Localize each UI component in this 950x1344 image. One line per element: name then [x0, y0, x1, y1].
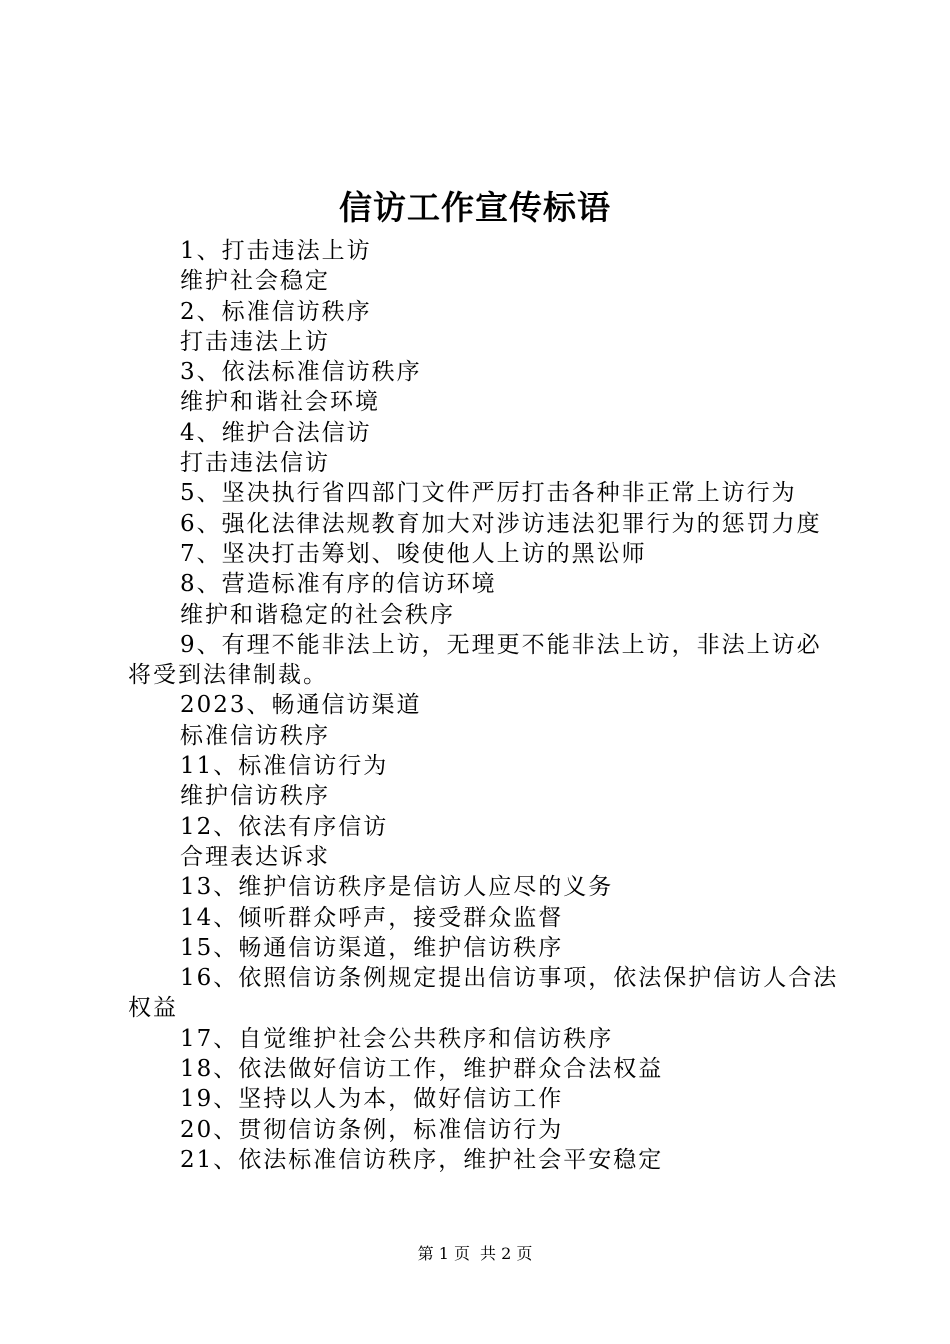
text-line: 维护和谐稳定的社会秩序 — [180, 601, 455, 628]
document-body — [128, 236, 840, 1175]
text-line: 2、标准信访秩序 — [180, 298, 372, 325]
text-line: 6、强化法律法规教育加大对涉访违法犯罪行为的惩罚力度 — [180, 510, 822, 537]
text-line: 13、维护信访秩序是信访人应尽的义务 — [180, 874, 614, 901]
text-line: 17、自觉维护社会公共秩序和信访秩序 — [180, 1025, 614, 1052]
text-line: 权益 — [128, 995, 178, 1022]
text-line: 合理表达诉求 — [180, 843, 330, 870]
text-line: 维护和谐社会环境 — [180, 389, 380, 416]
text-line: 打击违法上访 — [180, 328, 330, 355]
text-line: 将受到法律制裁。 — [128, 662, 328, 689]
text-line: 20、贯彻信访条例，标准信访行为 — [180, 1116, 564, 1143]
text-line: 8、营造标准有序的信访环境 — [180, 571, 497, 598]
text-line: 9、有理不能非法上访，无理更不能非法上访，非法上访必 — [180, 631, 822, 658]
text-line: 12、依法有序信访 — [180, 813, 389, 840]
text-line: 21、依法标准信访秩序，维护社会平安稳定 — [180, 1146, 664, 1173]
page-number: 第 1 页 — [417, 1244, 470, 1263]
text-line: 18、依法做好信访工作，维护群众合法权益 — [180, 1056, 664, 1083]
text-line: 19、坚持以人为本，做好信访工作 — [180, 1086, 564, 1113]
text-line: 1、打击违法上访 — [180, 238, 372, 264]
text-line: 11、标准信访行为 — [180, 753, 389, 780]
text-line: 标准信访秩序 — [180, 722, 330, 749]
text-line: 打击违法信访 — [180, 450, 330, 477]
page-total: 共 2 页 — [480, 1244, 533, 1263]
document-title: 信访工作宣传标语 — [339, 188, 611, 227]
text-line: 7、坚决打击筹划、唆使他人上访的黑讼师 — [180, 540, 647, 567]
text-line: 维护信访秩序 — [180, 783, 330, 810]
page-footer — [0, 1243, 950, 1265]
text-line: 5、坚决执行省四部门文件严厉打击各种非正常上访行为 — [180, 480, 797, 507]
text-line: 3、依法标准信访秩序 — [180, 359, 422, 386]
text-line: 维护社会稳定 — [180, 268, 330, 295]
text-line: 16、依照信访条例规定提出信访事项，依法保护信访人合法 — [180, 965, 839, 992]
text-line: 15、畅通信访渠道，维护信访秩序 — [180, 934, 564, 961]
text-line: 4、维护合法信访 — [180, 419, 372, 446]
text-line: 2023、畅通信访渠道 — [180, 692, 422, 719]
text-line: 14、倾听群众呼声，接受群众监督 — [180, 904, 564, 931]
